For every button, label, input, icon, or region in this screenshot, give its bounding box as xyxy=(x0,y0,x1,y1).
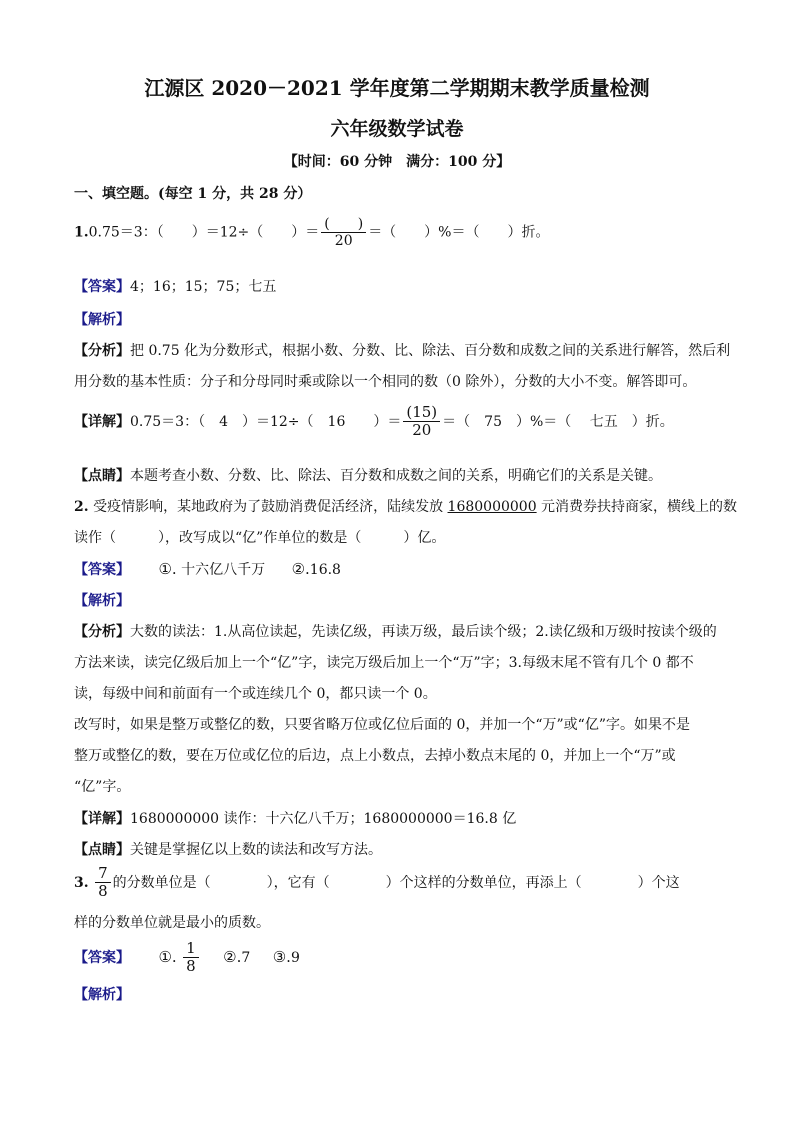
exam-meta: 【时间：60 分钟 满分：100 分】 xyxy=(283,154,511,170)
detail-line xyxy=(74,808,720,828)
fraction-denominator: 20 xyxy=(412,421,432,440)
comment-line xyxy=(74,839,720,859)
fraction-numerator: 1 xyxy=(183,940,199,958)
section-heading: 一、填空题。(每空 1 分，共 28 分） xyxy=(74,186,312,202)
fenxi-text: 把 0.75 化为分数形式，根据小数、分数、比、除法、百分数和成数之间的关系进行解答，然后利 xyxy=(130,343,731,359)
fraction-denominator: 8 xyxy=(186,957,196,976)
detail-line xyxy=(74,404,720,440)
fenxi-line: 读，每级中间和前面有一个或连续几个 0，都只读一个 0。 xyxy=(74,686,437,702)
fenxi-line: 用分数的基本性质：分子和分母同时乘或除以一个相同的数（0 除外），分数的大小不变。解答即可。 xyxy=(74,374,697,390)
fraction-blank xyxy=(321,216,366,249)
question-text: 元消费券扶持商家，横线上的数 xyxy=(536,499,738,515)
answer-marker: ③. xyxy=(272,947,291,966)
question-3 xyxy=(74,865,720,901)
fenxi-line: 方法来读，读完亿级后加上一个“亿”字，读完万级后加上一个“万”字；3.每级末尾不管有几个 0 都不 xyxy=(74,655,694,671)
answer-text: 4；16；15；75；七五 xyxy=(130,279,277,295)
underlined-number: 1680000000 xyxy=(447,499,537,515)
answer-line xyxy=(74,559,720,579)
comment-tag: 【点睛】 xyxy=(74,468,130,484)
fenxi-line xyxy=(74,340,731,360)
question-number: 1. xyxy=(74,224,89,241)
comment-text: 关键是掌握亿以上数的读法和改写方法。 xyxy=(130,842,382,858)
fenxi-line: “亿”字。 xyxy=(74,779,131,795)
question-1 xyxy=(74,216,720,249)
answer-tag: 【答案】 xyxy=(74,279,130,295)
fenxi-tag: 【分析】 xyxy=(74,343,130,359)
question-fraction xyxy=(95,865,111,901)
answer-text: 16.8 xyxy=(309,562,341,578)
question-text: 受疫情影响，某地政府为了鼓励消费促活经济，陆续发放 xyxy=(93,499,448,515)
fenxi-text: 大数的读法：1.从高位读起，先读亿级，再读万级，最后读个级；2.读亿级和万级时按读个级的 xyxy=(130,624,717,640)
answer-line xyxy=(74,276,720,296)
fraction-numerator: 7 xyxy=(95,865,111,883)
answer-fraction xyxy=(183,940,199,976)
detail-text: 1680000000 读作：十六亿八千万；1680000000＝16.8 亿 xyxy=(130,811,517,827)
detail-text: 0.75＝3：（ 4 ）＝12÷（ 16 ）＝ xyxy=(130,413,402,430)
fraction-numerator: (15) xyxy=(403,404,440,422)
question-number: 2. xyxy=(74,499,89,515)
answer-tag: 【答案】 xyxy=(74,949,130,966)
detail-text: ＝（ 75 ）%＝（ 七五 ）折。 xyxy=(442,413,674,430)
exam-subtitle: 六年级数学试卷 xyxy=(330,118,464,140)
question-2 xyxy=(74,496,738,516)
answer-text: 9 xyxy=(290,949,300,966)
answer-line xyxy=(74,940,720,976)
fraction-numerator: ( ) xyxy=(321,216,366,233)
analysis-tag: 【解析】 xyxy=(74,312,130,328)
fenxi-line: 改写时，如果是整万或整亿的数，只要省略万位或亿位后面的 0，并加一个“万”或“亿”字。如果不是 xyxy=(74,717,690,733)
answer-tag: 【答案】 xyxy=(74,562,130,578)
answer-marker: ①. xyxy=(158,947,177,966)
fraction-denominator: 8 xyxy=(98,882,108,901)
detail-tag: 【详解】 xyxy=(74,413,130,430)
fenxi-line: 整万或整亿的数，要在万位或亿位的后边，点上小数点，去掉小数点末尾的 0，并加上一个“万”或 xyxy=(74,748,676,764)
answer-marker: ②. xyxy=(223,947,242,966)
answer-text: 十六亿八千万 xyxy=(181,562,266,578)
question-text-line: 样的分数单位就是最小的质数。 xyxy=(74,915,270,931)
comment-text: 本题考查小数、分数、比、除法、百分数和成数之间的关系，明确它们的关系是关键。 xyxy=(130,468,662,484)
comment-tag: 【点睛】 xyxy=(74,842,130,858)
detail-tag: 【详解】 xyxy=(74,811,130,827)
question-text: 的分数单位是（ ），它有（ ）个这样的分数单位，再添上（ ）个这 xyxy=(112,874,680,891)
question-number: 3. xyxy=(74,874,89,891)
question-text: ＝（ ）%＝（ ）折。 xyxy=(368,224,550,241)
comment-line xyxy=(74,465,720,485)
answer-marker: ②. xyxy=(291,560,310,578)
question-text-line: 读作（ ），改写成以“亿”作单位的数是（ ）亿。 xyxy=(74,530,446,546)
analysis-tag: 【解析】 xyxy=(74,593,130,609)
fraction-denominator: 20 xyxy=(334,233,353,250)
answer-marker: ①. xyxy=(158,560,177,578)
analysis-tag: 【解析】 xyxy=(74,987,130,1003)
fenxi-line xyxy=(74,621,720,641)
question-text: 0.75＝3：（ ）＝12÷（ ）＝ xyxy=(88,224,320,241)
answer-text: 7 xyxy=(241,949,251,966)
fenxi-tag: 【分析】 xyxy=(74,624,130,640)
detail-fraction xyxy=(403,404,440,440)
exam-title: 江源区 2020－2021 学年度第二学期期末教学质量检测 xyxy=(144,76,650,100)
